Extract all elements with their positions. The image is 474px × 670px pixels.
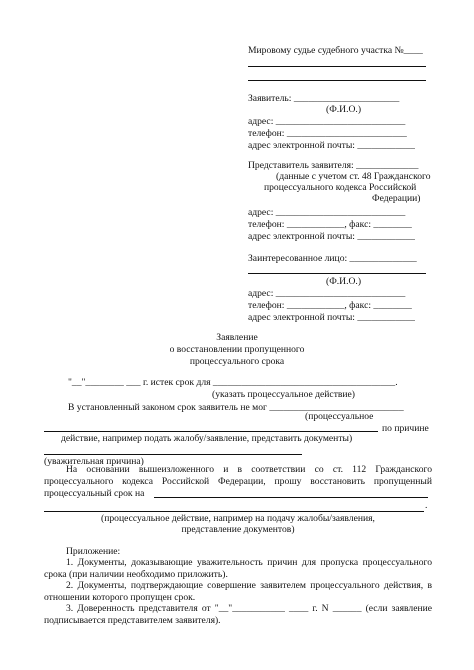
- representative-note: процессуального кодекса Российской: [264, 182, 417, 193]
- representative-label: Представитель заявителя: _____________: [248, 160, 419, 171]
- representative-phone: телефон: ____________, факс: ________: [248, 219, 412, 230]
- reason-hint: (уважительная причина): [44, 456, 144, 467]
- blank-line: [248, 66, 426, 67]
- blank-line: [44, 454, 302, 455]
- applicant-label: Заявитель: ______________________: [248, 93, 400, 104]
- blank-line: [44, 511, 424, 512]
- blank-line: [248, 80, 426, 81]
- request-paragraph: [44, 464, 432, 501]
- document-title: Заявление: [216, 332, 258, 343]
- representative-note: Федерации): [372, 193, 421, 204]
- interested-party-label: Заинтересованное лицо: ______________: [248, 253, 417, 264]
- court-addressee: Мировому судье судебного участка №____: [248, 45, 423, 56]
- request-period: .: [425, 500, 428, 511]
- request-action-hint: (процессуальное действие, например на подачу жалобы/заявления,: [101, 513, 375, 524]
- document-subtitle: процессуального срока: [189, 356, 285, 367]
- reason-suffix: по причине: [382, 423, 429, 434]
- interested-address: адрес: ___________________________: [248, 288, 406, 299]
- blank-line: [248, 273, 426, 274]
- applicant-email: адрес электронной почты: ____________: [248, 140, 415, 151]
- appendix-label: Приложение:: [66, 546, 121, 557]
- request-action-hint: представление документов): [181, 524, 295, 535]
- document-subtitle: о восстановлении пропущенного: [169, 344, 305, 355]
- missed-deadline-line: В установленный законом срок заявитель не мог ____________________________: [68, 402, 404, 413]
- applicant-phone: телефон: _________________________: [248, 128, 407, 139]
- applicant-address: адрес: ___________________________: [248, 116, 406, 127]
- representative-note: (данные с учетом ст. 48 Гражданского: [276, 171, 431, 182]
- appendix-item-3: 3. Доверенность представителя от "__"___________ ____ г. N ______ (если заявление подписывается представителем заявителя).: [44, 603, 432, 627]
- action-example-hint: действие, например подать жалобу/заявление, представить документы): [61, 433, 353, 444]
- blank-line: [44, 431, 378, 432]
- interested-email: адрес электронной почты: ____________: [248, 312, 415, 323]
- interested-phone: телефон: ____________, факс: ________: [248, 300, 412, 311]
- interested-fio-hint: (Ф.И.О.): [326, 276, 362, 287]
- representative-address: адрес: ___________________________: [248, 207, 406, 218]
- applicant-fio-hint: (Ф.И.О.): [326, 104, 362, 115]
- blank-line: [154, 497, 428, 498]
- missed-action-hint: (процессуальное: [305, 411, 374, 422]
- request-text: На основании вышеизложенного и в соответствии со ст. 112 Гражданского процессуального кодекса Российской Федерации, прошу восстановить пропущенный процессуальный срок на: [44, 464, 432, 500]
- appendix-item-2: 2. Документы, подтверждающие совершение заявителем процессуального действия, в отношении которого пропущен срок.: [44, 580, 432, 604]
- appendix-item-1: 1. Документы, доказывающие уважительность причин для пропуска процессуального срока (при наличии необходимо приложить).: [44, 557, 432, 581]
- representative-email: адрес электронной почты: ____________: [248, 231, 415, 242]
- deadline-action-hint: (указать процессуальное действие): [212, 389, 356, 400]
- deadline-expiry-line: "__"________ ___ г. истек срок для ______________________________________.: [68, 377, 398, 388]
